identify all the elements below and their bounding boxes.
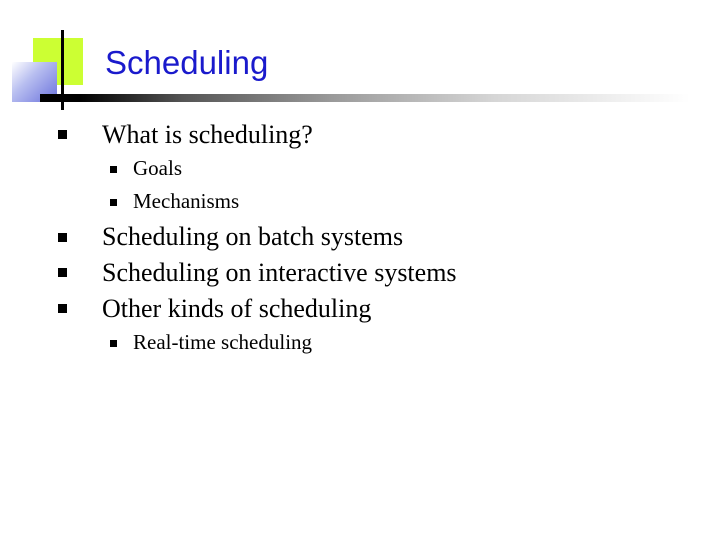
bullet-square-icon — [58, 268, 67, 277]
bullet-interactive-systems: Scheduling on interactive systems — [102, 258, 457, 287]
bullet-square-icon — [58, 304, 67, 313]
sub-bullet-square-icon — [110, 199, 117, 206]
bullet-square-icon — [58, 233, 67, 242]
sub-bullet-goals: Goals — [133, 156, 182, 180]
title-underline-gradient — [40, 94, 690, 102]
sub-bullet-square-icon — [110, 166, 117, 173]
sub-bullet-real-time: Real-time scheduling — [133, 330, 313, 354]
sub-bullet-mechanisms: Mechanisms — [133, 189, 240, 213]
bullet-other-kinds: Other kinds of scheduling — [102, 294, 372, 323]
sub-bullet-square-icon — [110, 340, 117, 347]
bullet-square-icon — [58, 130, 67, 139]
bullet-what-is-scheduling: What is scheduling? — [102, 120, 313, 149]
slide-title: Scheduling — [105, 44, 269, 81]
bullet-batch-systems: Scheduling on batch systems — [102, 222, 404, 251]
